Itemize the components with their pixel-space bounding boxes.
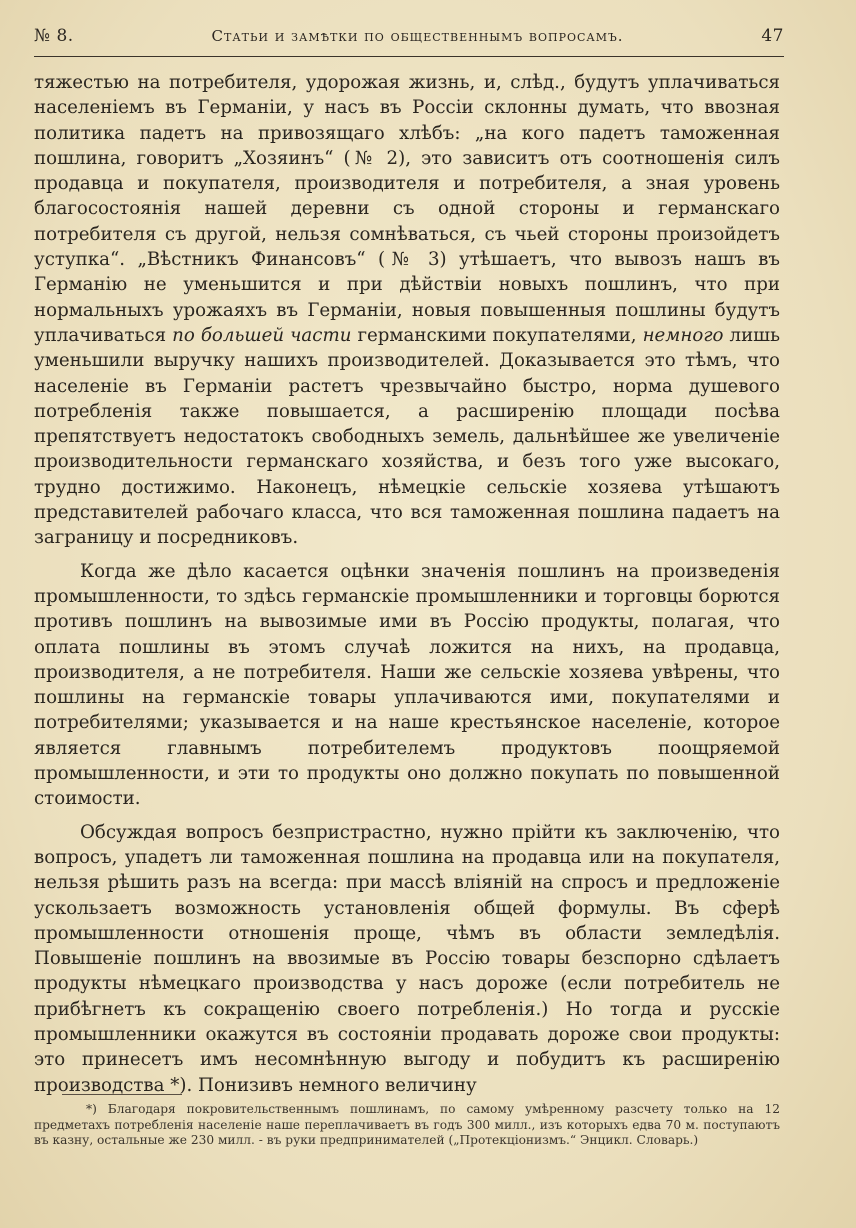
emphasis-nemnogo: немного <box>642 324 724 346</box>
paragraph-1 <box>34 70 780 551</box>
footnote-rule <box>62 1094 182 1095</box>
paragraph-2: Когда же дѣло касается оцѣнки значенія пошлинъ на произведенія промышленности, то здѣсь германскіе промышленники и торговцы борются противъ пошлинъ на вывозимые ими въ Россію продукты, полагая, что оплата пошлины въ этомъ случаѣ ложится на нихъ, на продавца, производителя, а не потребителя. Наши же сельскіе хозяева увѣрены, что пошлины на германскіе товары уплачиваются ими, покупателями и потребителями; указывается и на наше крестьянское населеніе, которое является главнымъ потребителемъ продуктовъ поощряемой промышленности, и эти то продукты оно должно покупать по повышенной стоимости. <box>34 560 780 810</box>
emphasis-po-bolshei-chasti: по большей части <box>172 324 352 346</box>
header-rule <box>34 56 784 57</box>
paragraph-1-part-c: лишь уменьшили выручку нашихъ производителей. Доказывается это тѣмъ, что населеніе въ Германіи растетъ чрезвычайно быстро, норма душевого потребленія также повышается, а расширенію площади посѣва препятствуетъ недостатокъ свободныхъ земель, дальнѣйшее же увеличеніе производительности германскаго хозяйства, и безъ того уже высокаго, трудно достижимо. Наконецъ, нѣмецкіе сельскіе хозяева утѣшаютъ представителей рабочаго класса, что вся таможенная пошлина падаетъ на заграницу и посредниковъ. <box>34 324 780 549</box>
running-header <box>34 26 784 56</box>
footnote: *) Благодаря покровительственнымъ пошлинамъ, по самому умѣренному разсчету только на 12 предметахъ потребленія населеніе наше переплачиваетъ въ годъ 300 милл., изъ которыхъ едва 70 м. поступаютъ въ казну, остальные же 230 милл. - въ руки предпринимателей („Протекціонизмъ.“ Энцикл. Словарь.) <box>34 1102 780 1147</box>
paragraph-1-part-b: германскими покупателями, <box>351 324 643 346</box>
paragraph-3: Обсуждая вопросъ безпристрастно, нужно прійти къ заключенію, что вопросъ, упадетъ ли таможенная пошлина на продавца или на покупателя, нельзя рѣшить разъ на всегда: при массѣ вліяній на спросъ и предложеніе ускользаетъ возможность установленія общей формулы. Въ сферѣ промышленности отношенія проще, чѣмъ въ области земледѣлія. Повышеніе пошлинъ на ввозимые въ Россію товары безспорно сдѣлаетъ продукты нѣмецкаго производства у насъ дороже (если потребитель не прибѣгнетъ къ сокращенію своего потребленія.) Но тогда и русскіе промышленники окажутся въ состояніи продавать дороже свои продукты: это принесетъ имъ несомнѣнную выгоду и побудитъ къ расширенію производства *). Понизивъ немного величину <box>34 821 780 1096</box>
issue-number: № 8. <box>34 26 74 46</box>
page-number: 47 <box>761 26 784 46</box>
body-text <box>34 70 780 1098</box>
header-title: Статьи и замѣтки по общественнымъ вопросамъ. <box>211 27 624 45</box>
paragraph-1-part-a: тяжестью на потребителя, удорожая жизнь, и, слѣд., будутъ уплачиваться населеніемъ въ Германіи, у насъ въ Россіи склонны думать, что ввозная политика падетъ на привозящаго хлѣбъ: „на кого падетъ таможенная пошлина, говоритъ „Хозяинъ“ (№ 2), это зависитъ отъ соотношенія силъ продавца и покупателя, производителя и потребителя, а зная уровень благосостоянія нашей деревни съ одной стороны и германскаго потребителя съ другой, нельзя сомнѣваться, съ чьей стороны произойдетъ уступка“. „Вѣстникъ Финансовъ“ (№ 3) утѣшаетъ, что вывозъ нашъ въ Германію не уменьшится и при дѣйствіи новыхъ пошлинъ, что при нормальныхъ урожаяхъ въ Германіи, новыя повышенныя пошлины будутъ уплачиваться <box>34 72 780 346</box>
